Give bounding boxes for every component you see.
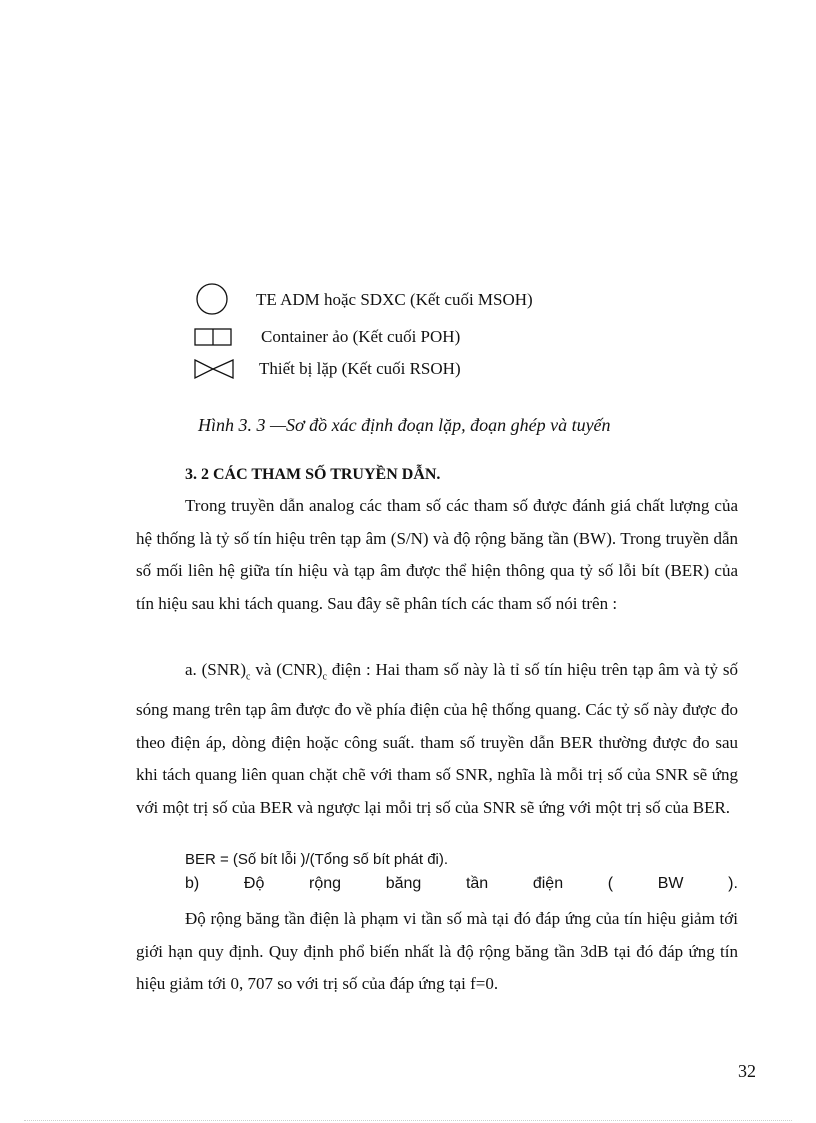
bw-word: băng [385,875,422,892]
snr-subscript: c [246,671,251,683]
bw-word: rộng [309,875,342,892]
container-box-icon [194,326,238,348]
cnr-prefix: và (CNR) [250,660,323,679]
snr-body: điện : Hai tham số này là tỉ số tín hiệu trên tạp âm và tỷ số sóng mang trên tạp âm được đo về phía điện của hệ thống quang. Các tỷ số này được đo theo điện áp, dòng điện hoặc công suất. tham số truyền dẫn BER thường được đo sau khi tách quang liên quan chặt chẽ với tham số SNR, nghĩa là mỗi trị số của SNR sẽ ứng với một trị số của BER và ngược lại mỗi trị số của SNR sẽ ứng với một trị số của BER. [136,660,738,817]
legend-row-container [194,322,460,352]
bw-word: BW [657,875,684,892]
page-bottom-divider [24,1120,792,1121]
intro-paragraph: Trong truyền dẫn analog các tham số các tham số được đánh giá chất lượng của hệ thống là tỷ số tín hiệu trên tạp âm (S/N) và độ rộng băng tần (BW). Trong truyền dẫn số mối liên hệ giữa tín hiệu và tạp âm được thể hiện thông qua tỷ số lỗi bít (BER) của tín hiệu sau khi tách quang. Sau đây sẽ phân tích các tham số nói trên : [136,496,738,613]
snr-prefix: a. (SNR) [185,660,247,679]
page-number: 32 [738,1061,756,1081]
cnr-subscript: c [322,671,327,683]
figure-caption: Hình 3. 3 —Sơ đồ xác định đoạn lặp, đoạn ghép và tuyến [198,415,611,435]
bw-heading [185,875,738,893]
ber-formula: BER = (Số bít lỗi )/(Tổng số bít phát đi). [185,851,449,868]
bw-word: b) [185,875,200,892]
legend-label-container: Container ảo (Kết cuối POH) [261,327,461,346]
bw-word: Độ [243,875,265,892]
section-heading: 3. 2 CÁC THAM SỐ TRUYỀN DẪN. [185,466,441,483]
legend-row-repeater [194,354,461,384]
legend-row-te-adm [194,285,533,315]
snr-paragraph [136,654,738,824]
legend-label-te-adm: TE ADM hoặc SDXC (Kết cuối MSOH) [256,290,533,309]
legend-label-repeater: Thiết bị lặp (Kết cuối RSOH) [259,359,461,378]
bw-word: tần [465,875,489,892]
bowtie-icon [194,357,238,381]
circle-icon [194,283,234,317]
bw-paragraph: Độ rộng băng tần điện là phạm vi tần số mà tại đó đáp ứng của tín hiệu giảm tới giới hạn quy định. Quy định phổ biến nhất là độ rộng băng tần 3dB tại đó đáp ứng tín hiệu giảm tới 0, 707 so với trị số của đáp ứng tại f=0. [136,909,738,994]
bw-word: ( [607,875,614,892]
bw-word: điện [532,875,564,892]
bw-word: ). [728,875,738,892]
